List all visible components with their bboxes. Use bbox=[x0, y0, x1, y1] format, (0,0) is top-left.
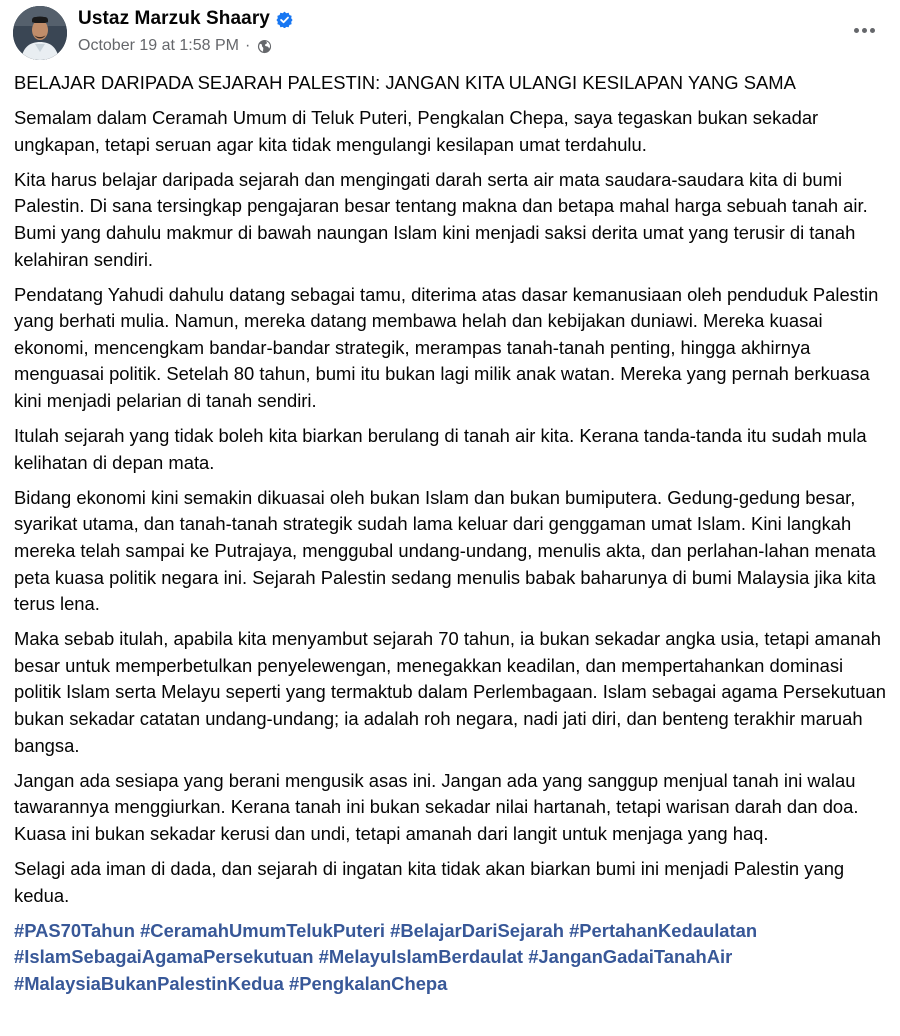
author-name[interactable]: Ustaz Marzuk Shaary bbox=[78, 8, 270, 29]
meta-separator: · bbox=[244, 37, 251, 54]
post-paragraph: Maka sebab itulah, apabila kita menyambut sejarah 70 tahun, ia bukan sekadar angka usia, tetapi amanah besar untuk memperbetulkan penyelewengan, menegakkan keadilan, dan mempertahankan dominasi politik Islam serta Melayu seperti yang termaktub dalam Perlembagaan. Islam sebagai agama Persekutuan bukan sekadar catatan undang-undang; ia adalah roh negara, nadi jati diri, dan benteng terakhir maruah bangsa. bbox=[14, 628, 886, 756]
post-paragraph: Kuasa ini bukan sekadar kerusi dan undi, tetapi amanah dari langit untuk menjaga yang haq. bbox=[14, 822, 769, 844]
author-avatar[interactable] bbox=[13, 6, 67, 60]
globe-icon[interactable] bbox=[257, 39, 272, 54]
post-paragraph: Bidang ekonomi kini semakin dikuasai oleh bukan Islam dan bukan bumiputera. Gedung-gedung besar, syarikat utama, dan tanah-tanah strategik sudah lama keluar dari genggaman umat Islam. Kini langkah mereka telah sampai ke Putrajaya, menggubal undang-undang, menulis akta, dan perlahan-lahan menata peta kuasa politik negara ini. Sejarah Palestin sedang menulis babak baharunya di bumi Malaysia jika kita terus lena. bbox=[14, 486, 876, 615]
post-meta bbox=[78, 35, 272, 57]
more-options-icon-dot bbox=[862, 28, 867, 33]
post-paragraph: Jangan ada sesiapa yang berani mengusik asas ini. Jangan ada yang sanggup menjual tanah ini walau tawarannya menggiurkan. Kerana tanah ini bukan sekadar nilai hartanah, tetapi warisan darah dan doa. bbox=[14, 769, 859, 818]
post-paragraph: Itulah sejarah yang tidak boleh kita biarkan berulang di tanah air kita. Kerana tanda-tanda itu sudah mula kelihatan di depan mata. bbox=[14, 425, 867, 473]
hashtag-link[interactable]: #PAS70Tahun bbox=[14, 919, 135, 941]
hashtag-link[interactable]: #JanganGadaiTanahAir bbox=[528, 946, 733, 968]
hashtag-link[interactable]: #IslamSebagaiAgamaPersekutuan bbox=[14, 946, 314, 968]
hashtag-link[interactable]: #CeramahUmumTelukPuteri bbox=[140, 919, 386, 941]
verified-badge-icon bbox=[276, 11, 293, 28]
hashtag-link[interactable]: #MalaysiaBukanPalestinKedua bbox=[14, 972, 284, 994]
hashtag-link[interactable]: #PengkalanChepa bbox=[288, 972, 448, 994]
more-options-icon-dot bbox=[870, 28, 875, 33]
post-header bbox=[0, 0, 900, 66]
hashtag-link[interactable]: #BelajarDariSejarah bbox=[390, 919, 564, 941]
more-options-icon-dot bbox=[854, 28, 859, 33]
hashtag-list bbox=[14, 918, 888, 998]
post-paragraph: Selagi ada iman di dada, dan sejarah di ingatan kita tidak akan biarkan bumi ini menjadi Palestin yang kedua. bbox=[14, 858, 845, 906]
post-paragraph: Kita harus belajar daripada sejarah dan mengingati darah serta air mata saudara-saudara kita di bumi Palestin. Di sana tersingkap pengajaran besar tentang makna dan betapa mahal harga sebuah tanah air. Bumi yang dahulu makmur di bawah naungan Islam kini menjadi saksi derita umat yang terusir di tanah kelahiran sendiri. bbox=[14, 168, 868, 270]
hashtag-link[interactable]: #PertahanKedaulatan bbox=[569, 919, 758, 941]
avatar-image bbox=[13, 6, 67, 60]
hashtag-link[interactable]: #MelayuIslamBerdaulat bbox=[318, 946, 524, 968]
post-body bbox=[14, 68, 888, 998]
post-title: BELAJAR DARIPADA SEJARAH PALESTIN: JANGAN KITA ULANGI KESILAPAN YANG SAMA bbox=[14, 72, 796, 93]
post-paragraph: Pendatang Yahudi dahulu datang sebagai tamu, diterima atas dasar kemanusiaan oleh penduduk Palestin yang berhati mulia. Namun, mereka datang membawa helah dan kebijakan duniawi. Mereka kuasai ekonomi, mencengkam bandar-bandar strategik, merampas tanah-tanah penting, hingga akhirnya menguasai politik. Setelah 80 tahun, bumi itu bukan lagi milik anak watan. Mereka yang pernah berkuasa kini menjadi pelarian di tanah sendiri. bbox=[14, 283, 879, 412]
post-paragraph: Semalam dalam Ceramah Umum di Teluk Puteri, Pengkalan Chepa, saya tegaskan bukan sekadar ungkapan, tetapi seruan agar kita tidak mengulangi kesilapan umat terdahulu. bbox=[14, 107, 819, 155]
post-timestamp[interactable]: October 19 at 1:58 PM bbox=[78, 37, 239, 54]
author-row bbox=[78, 7, 293, 31]
more-options-button[interactable] bbox=[844, 12, 884, 48]
